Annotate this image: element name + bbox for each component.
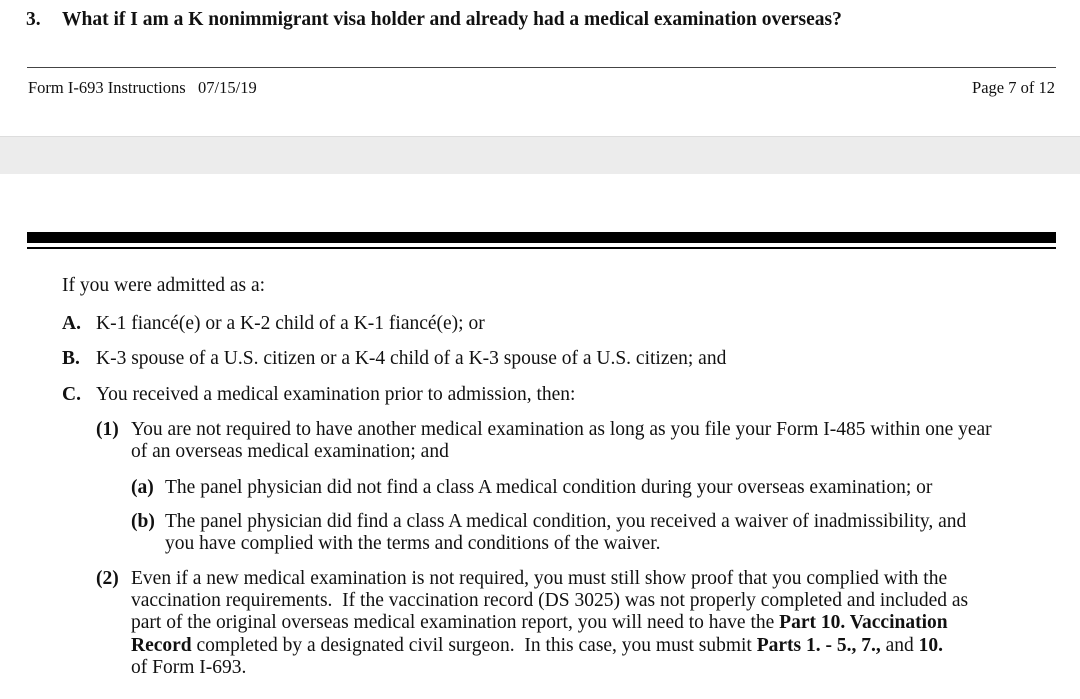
item-b-text: K-3 spouse of a U.S. citizen or a K-4 child of a K-3 spouse of a U.S. citizen; and [96, 348, 727, 369]
page-number: Page 7 of 12 [972, 78, 1055, 97]
sub-2-line-3-text: part of the original overseas medical examination report, you will need to have the [131, 612, 780, 633]
item-a-label: A. [62, 313, 81, 334]
parts-ref: Parts 1. - 5., 7., [756, 635, 881, 656]
item-a-text: K-1 fiancé(e) or a K-2 child of a K-1 fiancé(e); or [96, 313, 485, 334]
header-thin-rule [27, 247, 1056, 249]
sub-1-label: (1) [96, 419, 119, 440]
question-number: 3. [26, 9, 41, 30]
sub-a-text: The panel physician did not find a class A medical condition during your overseas examination; or [165, 477, 933, 498]
sub-b-line-2: you have complied with the terms and conditions of the waiver. [165, 533, 661, 554]
footer-rule [27, 67, 1056, 68]
question-text: What if I am a K nonimmigrant visa holder and already had a medical examination overseas? [62, 9, 842, 30]
sub-a-label: (a) [131, 477, 154, 498]
item-b-label: B. [62, 348, 80, 369]
item-c-text: You received a medical examination prior to admission, then: [96, 384, 576, 405]
form-footer-title: Form I-693 Instructions 07/15/19 [28, 78, 257, 97]
part-10-ref: 10. [918, 635, 944, 656]
sub-2-line-4 [131, 635, 943, 657]
sub-b-label: (b) [131, 511, 155, 532]
sub-2-line-5: of Form I-693. [131, 657, 247, 678]
sub-1-line-1: You are not required to have another medical examination as long as you file your Form I-485 within one year [131, 419, 992, 440]
intro-text: If you were admitted as a: [62, 275, 266, 296]
question-heading [26, 9, 842, 31]
header-thick-rule [27, 232, 1056, 243]
sub-1-line-2: of an overseas medical examination; and [131, 441, 449, 462]
record-ref: Record [131, 635, 192, 656]
sub-2-label: (2) [96, 568, 119, 589]
part-10-vaccination-ref: Part 10. Vaccination [779, 612, 948, 633]
sub-b-line-1: The panel physician did find a class A medical condition, you received a waiver of inadmissibility, and [165, 511, 967, 532]
sub-2-line-3 [131, 612, 948, 634]
item-c-label: C. [62, 384, 81, 405]
sub-2-line-1: Even if a new medical examination is not required, you must still show proof that you complied with the [131, 568, 948, 589]
sub-2-line-2: vaccination requirements. If the vaccination record (DS 3025) was not properly completed and included as [131, 590, 969, 611]
sub-2-line-4-text: completed by a designated civil surgeon. In this case, you must submit [191, 635, 757, 656]
page-separator [0, 136, 1080, 175]
and-text: and [880, 635, 919, 656]
previous-page-bottom [0, 0, 1080, 136]
